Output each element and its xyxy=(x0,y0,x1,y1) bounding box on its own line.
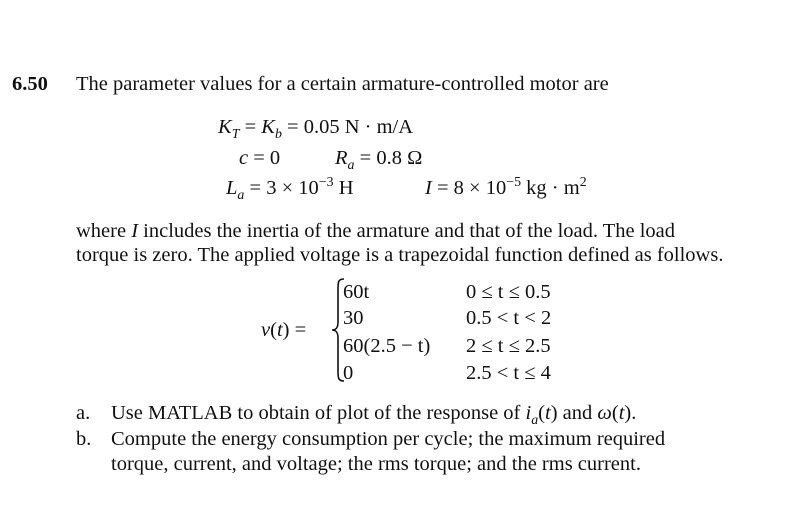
case-expr-3: 60(2.5 − t) xyxy=(343,335,431,357)
task-b-label: b. xyxy=(76,428,92,450)
task-a-text: Use MATLAB to obtain of plot of the response of $i_a(t)$ and ω(t). xyxy=(111,402,637,429)
param-inertia: $I = 8 \times 10^{-5}$ kg · $m^2$ xyxy=(425,175,587,199)
problem-number: 6.50 xyxy=(12,73,48,95)
paragraph-line-1: where I includes the inertia of the armature and that of the load. The load xyxy=(76,220,676,242)
task-b-line-2: torque, current, and voltage; the rms torque; and the rms current. xyxy=(111,453,641,475)
case-expr-2: 30 xyxy=(343,307,364,329)
paragraph-line-2: torque is zero. The applied voltage is a trapezoidal function defined as follows. xyxy=(76,244,724,266)
piecewise-lhs: v(t) = xyxy=(261,319,307,341)
param-c: c = 0 xyxy=(239,147,281,169)
param-kt-kb: $K_T = K_b = 0.05$ N · m/A xyxy=(218,116,414,143)
case-expr-4: 0 xyxy=(343,362,354,384)
param-ra: $R_a = 0.8$ Ω xyxy=(335,147,423,174)
param-la: $L_a = 3 \times 10^{-3}$ H xyxy=(226,175,354,204)
case-cond-3: 2 ≤ t ≤ 2.5 xyxy=(466,335,551,357)
case-cond-1: 0 ≤ t ≤ 0.5 xyxy=(466,281,551,303)
case-expr-1: 60t xyxy=(343,281,370,303)
case-cond-2: 0.5 < t < 2 xyxy=(466,307,552,329)
task-a-label: a. xyxy=(76,402,91,424)
problem-intro: The parameter values for a certain armature-controlled motor are xyxy=(76,73,609,95)
case-cond-4: 2.5 < t ≤ 4 xyxy=(466,362,551,384)
task-b-line-1: Compute the energy consumption per cycle; the maximum required xyxy=(111,428,666,450)
